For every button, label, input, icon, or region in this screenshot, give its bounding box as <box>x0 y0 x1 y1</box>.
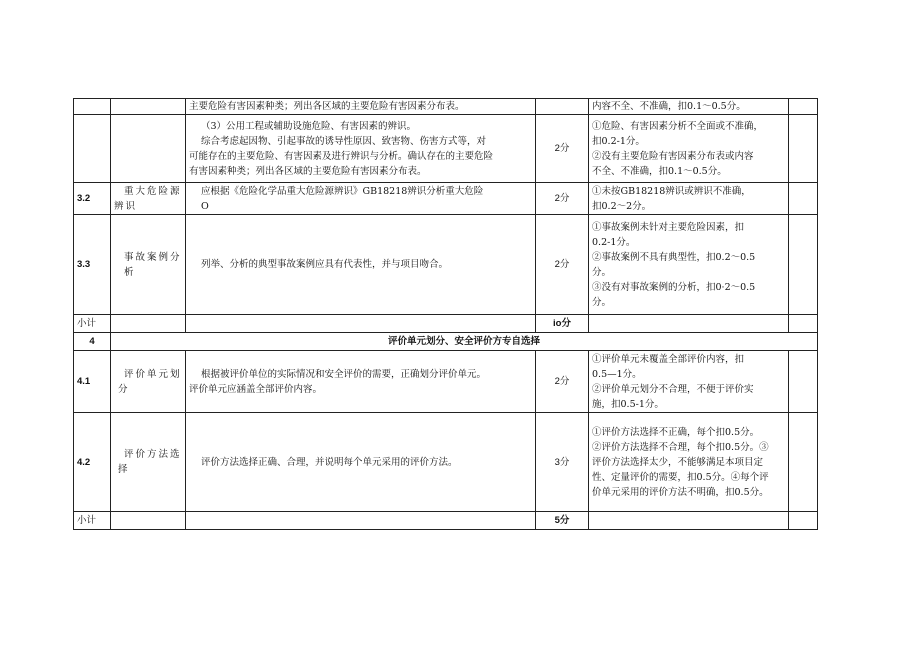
content-line: 主要危险有害因素种类；列出各区域的主要危险有害因素分布表。 <box>189 101 465 112</box>
criteria-line: 0.2-1分。 <box>592 236 636 248</box>
score-cell: 2分 <box>536 351 589 413</box>
table-row-4-1 <box>74 351 818 413</box>
criteria-line: 不全、不准确，扣0.1～0.5分。 <box>592 165 727 177</box>
subtotal-score: io分 <box>536 315 589 333</box>
content-line: （3）公用工程或辅助设施危险、有害因素的辨识。 <box>201 120 417 132</box>
subtotal-score: 5分 <box>536 512 589 530</box>
item-name-line: 析 <box>124 266 136 278</box>
criteria-line: ①未按GB18218辨识或辨识不准确， <box>592 185 751 197</box>
criteria-line: 价单元采用的评价方法不明确，扣0.5分。 <box>592 486 769 498</box>
table-row-subtotal <box>74 512 818 530</box>
content-cell <box>186 99 536 115</box>
table-row-3-2 <box>74 183 818 215</box>
extra-cell <box>789 183 818 215</box>
item-name-cell <box>111 215 186 315</box>
content-cell <box>186 215 536 315</box>
criteria-line: 分。 <box>592 266 612 278</box>
extra-cell <box>789 115 818 183</box>
content-line: 应根据《危险化学品重大危险源辨识》GB18218辨识分析重大危险 <box>201 185 484 197</box>
empty-cell <box>111 315 186 333</box>
empty-cell <box>789 315 818 333</box>
table-row-subtotal <box>74 315 818 333</box>
num-cell <box>74 115 111 183</box>
criteria-line: 扣0.2-1分。 <box>592 135 645 147</box>
score-cell <box>536 99 589 115</box>
table-row-continued <box>74 99 818 115</box>
table-row-section-4 <box>74 333 818 351</box>
section-title: 评价单元划分、安全评价方专自选择 <box>111 333 818 351</box>
item-name-line: 重大危险源 <box>124 185 182 197</box>
score-cell: 2分 <box>536 215 589 315</box>
criteria-cell <box>589 183 789 215</box>
item-name-line: 辨识 <box>114 200 138 212</box>
criteria-line: 扣0.2～2分。 <box>592 200 652 212</box>
criteria-line: 性、定量评价的需要，扣0.5分。④每个评 <box>592 471 769 483</box>
extra-cell <box>789 413 818 512</box>
empty-cell <box>111 512 186 530</box>
content-line: O <box>201 200 209 212</box>
criteria-line: ②没有主要危险有害因素分布表或内容 <box>592 150 754 162</box>
evaluation-table <box>73 98 818 530</box>
content-cell <box>186 115 536 183</box>
criteria-cell <box>589 215 789 315</box>
item-name-cell <box>111 413 186 512</box>
item-name-line: 评价单元划 <box>124 368 182 380</box>
empty-cell <box>589 315 789 333</box>
table-row-public-works <box>74 115 818 183</box>
criteria-line: 内容不全、不准确，扣0.1～0.5分。 <box>592 101 746 112</box>
content-line: 可能存在的主要危险、有害因素及进行辨识与分析。确认存在的主要危险 <box>189 150 494 162</box>
content-line: 有害因素种类；列出各区域的主要危险有害因素分布表。 <box>189 165 427 177</box>
criteria-line: ①事故案例未针对主要危险因素，扣 <box>592 221 745 233</box>
criteria-line: ②评价单元划分不合理，不便于评价实 <box>592 383 754 395</box>
table-row-4-2 <box>74 413 818 512</box>
num-cell <box>74 99 111 115</box>
score-cell: 3分 <box>536 413 589 512</box>
criteria-cell <box>589 351 789 413</box>
subtotal-label: 小计 <box>74 512 111 530</box>
item-name-line: 评价方法选 <box>124 449 182 460</box>
extra-cell <box>789 351 818 413</box>
criteria-line: ①危险、有害因素分析不全面或不准确， <box>592 120 764 132</box>
item-number: 4.1 <box>74 351 111 413</box>
item-name-line: 事故案例分 <box>124 251 182 263</box>
score-cell: 2分 <box>536 183 589 215</box>
empty-cell <box>186 315 536 333</box>
criteria-line: 分。 <box>592 296 612 308</box>
item-name-line: 分 <box>118 383 130 395</box>
criteria-line: ①评价方法选择不正确，每个扣0.5分。 <box>592 426 760 438</box>
content-line: 根据被评价单位的实际情况和安全评价的需要，正确划分评价单元。 <box>201 368 487 380</box>
criteria-line: ③没有对事故案例的分析，扣0·2～0.5 <box>592 281 756 293</box>
criteria-cell <box>589 99 789 115</box>
criteria-cell <box>589 413 789 512</box>
item-cell <box>111 115 186 183</box>
content-line: 列举、分析的典型事故案例应具有代表性，并与项目吻合。 <box>201 259 449 270</box>
content-cell <box>186 413 536 512</box>
criteria-line: 0.5—1分。 <box>592 368 642 380</box>
extra-cell <box>789 215 818 315</box>
item-name-line: 择 <box>118 464 130 475</box>
item-cell <box>111 99 186 115</box>
criteria-line: ②事故案例不具有典型性，扣0.2～0.5 <box>592 251 756 263</box>
content-line: 评价单元应涵盖全部评价内容。 <box>189 383 323 395</box>
content-cell <box>186 183 536 215</box>
criteria-cell <box>589 115 789 183</box>
content-cell <box>186 351 536 413</box>
item-name-cell <box>111 183 186 215</box>
score-cell: 2分 <box>536 115 589 183</box>
criteria-line: 施，扣0.5-1分。 <box>592 398 664 410</box>
content-line: 综合考虑起因物、引起事故的诱导性原因、致害物、伤害方式等，对 <box>201 135 487 147</box>
item-number: 4.2 <box>74 413 111 512</box>
table-row-3-3 <box>74 215 818 315</box>
item-name-cell <box>111 351 186 413</box>
item-number: 3.2 <box>74 183 111 215</box>
empty-cell <box>589 512 789 530</box>
item-number: 3.3 <box>74 215 111 315</box>
criteria-line: ②评价方法选择不合理，每个扣0.5分。③ <box>592 441 769 453</box>
empty-cell <box>186 512 536 530</box>
extra-cell <box>789 99 818 115</box>
criteria-line: ①评价单元未覆盖全部评价内容，扣 <box>592 353 745 365</box>
subtotal-label: 小计 <box>74 315 111 333</box>
empty-cell <box>789 512 818 530</box>
criteria-line: 评价方法选择太少，不能够满足本项目定 <box>592 456 764 468</box>
content-line: 评价方法选择正确、合理，并说明每个单元采用的评价方法。 <box>201 456 458 468</box>
section-number: 4 <box>74 333 111 351</box>
